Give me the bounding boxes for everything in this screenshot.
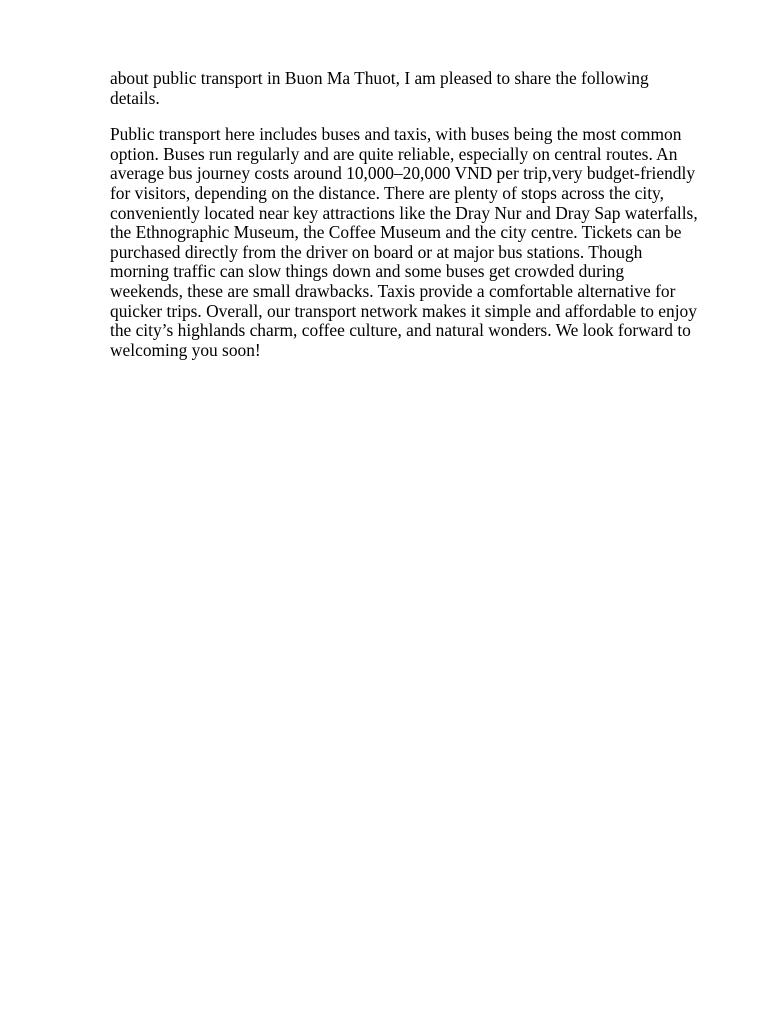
paragraph-transport-details: Public transport here includes buses and taxis, with buses being the most common option. Buses run regularly and are quite reliable, especially on central routes. An average bus journey costs around 10,000–20,000 VND per trip,very budget-friendly for visitors, depending on the distance. There are plenty of stops across the city, conveniently located near key attractions like the Dray Nur and Dray Sap waterfalls, the Ethnographic Museum, the Coffee Museum and the city centre. Tickets can be purchased directly from the driver on board or at major bus stations. Though morning traffic can slow things down and some buses get crowded during weekends, these are small drawbacks. Taxis provide a comfortable alternative for quicker trips. Overall, our transport network makes it simple and affordable to enjoy the city’s highlands charm, coffee culture, and natural wonders. We look forward to welcoming you soon!	[110, 124, 698, 360]
document-body	[110, 69, 698, 360]
paragraph-intro: about public transport in Buon Ma Thuot, I am pleased to share the following details.	[110, 68, 649, 108]
